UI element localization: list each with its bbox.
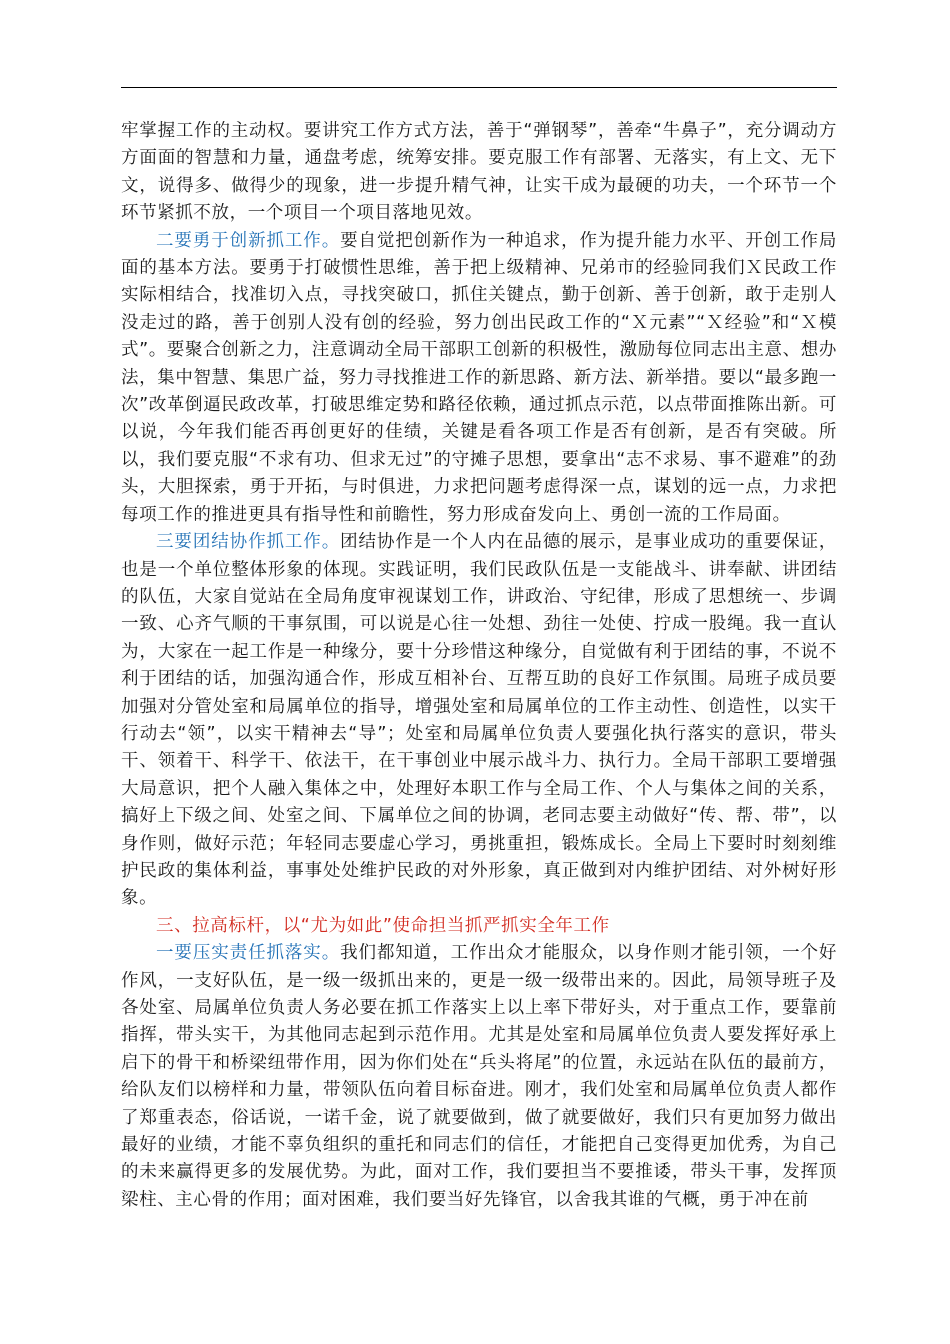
header-rule [121,87,837,88]
section-heading-text: 三、拉高标杆，以“尤为如此”使命担当抓严抓实全年工作 [156,915,610,936]
paragraph-innovation [121,228,837,529]
document-body [121,118,837,1214]
paragraph-text: 团结协作是一个人内在品德的展示，是事业成功的重要保证，也是一个单位整体形象的体现。实践证明，我们民政队伍是一支能战斗、讲奉献、讲团结的队伍，大家自觉站在全局角度审视谋划工作，讲政治、守纪律，形成了思想统一、步调一致、心齐气顺的干事氛围，可以说是心往一处想、劲往一处使、拧成一股绳。我一直认为，大家在一起工作是一种缘分，要十分珍惜这种缘分，自觉做有利于团结的事，不说不利于团结的话，加强沟通合作，形成互相补台、互帮互助的良好工作氛围。局班子成员要加强对分管处室和局属单位的指导，增强处室和局属单位的工作主动性、创造性，以实干行动去“领”，以实干精神去“导”；处室和局属单位负责人要强化执行落实的意识，带头干、领着干、科学干、依法干，在干事创业中展示战斗力、执行力。全局干部职工要增强大局意识，把个人融入集体之中，处理好本职工作与全局工作、个人与集体之间的关系，搞好上下级之间、处室之间、下属单位之间的协调，老同志要主动做好“传、帮、带”，以身作则，做好示范；年轻同志要虚心学习，勇挑重担，锻炼成长。全局上下要时时刻刻维护民政的集体利益，事事处处维护民政的对外形象，真正做到对内维护团结、对外树好形象。 [121,532,837,909]
paragraph-text: 我们都知道，工作出众才能服众，以身作则才能引领，一个好作风，一支好队伍，是一级一级抓出来的，更是一级一级带出来的。因此，局领导班子及各处室、局属单位负责人务必要在抓工作落实上以上率下带好头，对于重点工作，要靠前指挥，带头实干，为其他同志起到示范作用。尤其是处室和局属单位负责人要发挥好承上启下的骨干和桥梁纽带作用，因为你们处在“兵头将尾”的位置，永远站在队伍的最前方，给队友们以榜样和力量，带领队伍向着目标奋进。刚才，我们处室和局属单位负责人都作了郑重表态，俗话说，一诺千金，说了就要做到，做了就要做好，我们只有更加努力做出最好的业绩，才能不辜负组织的重托和同志们的信任，才能把自己变得更加优秀，为自己的未来赢得更多的发展优势。为此，面对工作，我们要担当不要推诿，带头干事，发挥顶梁柱、主心骨的作用；面对困难，我们要当好先锋官，以舍我其谁的气概，勇于冲在前 [121,943,837,1210]
section-heading [121,913,837,940]
paragraph-continued [121,118,837,228]
paragraph-teamwork [121,529,837,913]
paragraph-responsibility [121,940,837,1214]
subheading-innovation: 二要勇于创新抓工作。 [156,230,341,251]
paragraph-text: 要自觉把创新作为一种追求，作为提升能力水平、开创工作局面的基本方法。要勇于打破惯性思维，善于把上级精神、兄弟市的经验同我们Ｘ民政工作实际相结合，找准切入点，寻找突破口，抓住关键点，勤于创新、善于创新，敢于走别人没走过的路，善于创别人没有创的经验，努力创出民政工作的“Ｘ元素”“Ｘ经验”和“Ｘ模式”。要聚合创新之力，注意调动全局干部职工创新的积极性，激励每位同志出主意、想办法，集中智慧、集思广益，努力寻找推进工作的新思路、新方法、新举措。要以“最多跑一次”改革倒逼民政改革，打破思维定势和路径依赖，通过抓点示范，以点带面推陈出新。可以说，今年我们能否再创更好的佳绩，关键是看各项工作是否有创新，是否有突破。所以，我们要克服“不求有功、但求无过”的守摊子思想，要拿出“志不求易、事不避难”的劲头，大胆探索，勇于开拓，与时俱进，力求把问题考虑得深一点，谋划的远一点，力求把每项工作的推进更具有指导性和前瞻性，努力形成奋发向上、勇创一流的工作局面。 [121,230,837,525]
subheading-responsibility: 一要压实责任抓落实。 [156,943,341,964]
subheading-teamwork: 三要团结协作抓工作。 [156,532,341,553]
paragraph-text: 牢掌握工作的主动权。要讲究工作方式方法，善于“弹钢琴”，善牵“牛鼻子”，充分调动方方面面的智慧和力量，通盘考虑，统筹安排。要克服工作有部署、无落实，有上文、无下文，说得多、做得少的现象，进一步提升精气神，让实干成为最硬的功夫，一个环节一个环节紧抓不放，一个项目一个项目落地见效。 [121,121,837,224]
